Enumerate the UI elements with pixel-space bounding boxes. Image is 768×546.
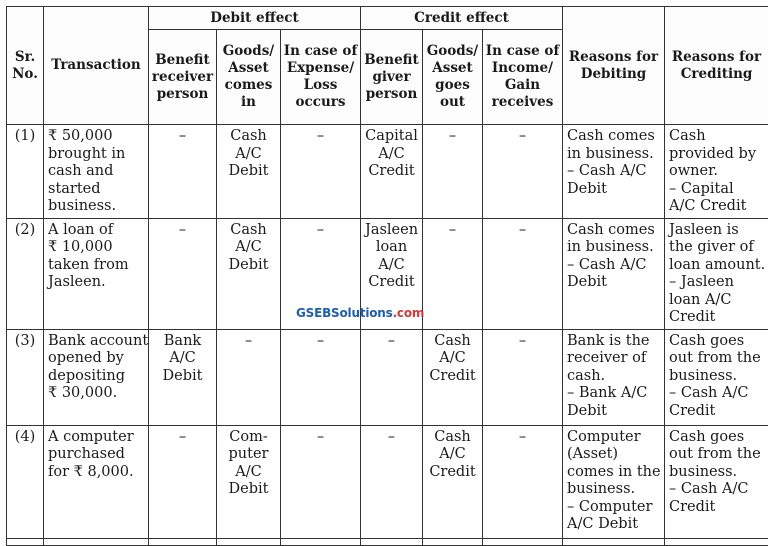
- cell-line: receiver of: [567, 350, 660, 368]
- cell-line: Credit: [669, 499, 764, 517]
- header-expense-loss-occurs-text: In case of Expense/ Loss occurs: [284, 43, 358, 110]
- cell-empty: [44, 538, 149, 545]
- cell-line: A/C: [221, 464, 276, 482]
- header-reasons-debiting: [563, 7, 665, 125]
- cell-line: A/C: [153, 350, 212, 368]
- cell-line: Cash goes: [669, 429, 764, 447]
- cell-text: (2): [11, 222, 39, 240]
- header-goods-asset-comes-in: [217, 30, 281, 125]
- cell-line: – Computer: [567, 499, 660, 517]
- cell-line: Credit: [365, 274, 418, 292]
- cell-line: Debit: [567, 403, 660, 421]
- cell-reason-crediting: [665, 125, 768, 219]
- cell-line: Debit: [567, 274, 660, 292]
- cell-line: Debit: [221, 257, 276, 275]
- cell-line: –: [153, 222, 212, 240]
- cell-line: –: [487, 128, 558, 146]
- cell-line: Bank account: [48, 333, 144, 351]
- cell-line: in business.: [567, 239, 660, 257]
- cell-benefit-receiver: [149, 218, 217, 329]
- cell-line: –: [221, 333, 276, 351]
- cell-line: A/C: [221, 239, 276, 257]
- cell-line: –: [427, 222, 478, 240]
- cell-line: loan A/C: [669, 292, 764, 310]
- watermark-part3: .com: [393, 306, 425, 320]
- cell-line: –: [487, 333, 558, 351]
- cell-line: – Cash A/C: [669, 481, 764, 499]
- cell-goods-asset-comes-in: [217, 329, 281, 425]
- cell-line: Credit: [669, 309, 764, 327]
- cell-line: – Bank A/C: [567, 385, 660, 403]
- header-benefit-receiver: [149, 30, 217, 125]
- table-row: [7, 329, 768, 425]
- cell-line: – Cash A/C: [669, 385, 764, 403]
- header-income-gain-receives-text: In case of Income/ Gain receives: [486, 43, 560, 110]
- cell-line: –: [487, 222, 558, 240]
- cell-empty: [665, 538, 768, 545]
- watermark-part1: GSEB: [296, 306, 331, 320]
- cell-line: A/C Debit: [567, 516, 660, 534]
- cell-line: A/C: [427, 446, 478, 464]
- cell-sr-no: [7, 125, 44, 219]
- watermark-part2: Solutions: [331, 306, 393, 320]
- cell-line: Jasleen is: [669, 222, 764, 240]
- cell-empty: [563, 538, 665, 545]
- cell-line: –: [285, 222, 356, 240]
- cell-line: Cash goes: [669, 333, 764, 351]
- cell-text: (1): [11, 128, 39, 146]
- header-expense-loss-occurs: [281, 30, 361, 125]
- cell-goods-asset-comes-in: [217, 425, 281, 538]
- table-body: [7, 125, 768, 546]
- table-row-partial: [7, 538, 768, 545]
- cell-line: – Cash A/C: [567, 163, 660, 181]
- header-transaction: [44, 7, 149, 125]
- cell-benefit-giver: [361, 425, 423, 538]
- cell-line: loan amount.: [669, 257, 764, 275]
- cell-income-gain: [483, 425, 563, 538]
- cell-line: –: [487, 429, 558, 447]
- header-benefit-receiver-text: Benefit receiver person: [152, 52, 213, 102]
- cell-line: A/C: [221, 146, 276, 164]
- cell-line: – Cash A/C: [567, 257, 660, 275]
- cell-line: Debit: [567, 181, 660, 199]
- cell-line: A loan of: [48, 222, 144, 240]
- cell-reason-crediting: [665, 329, 768, 425]
- cell-line: owner.: [669, 163, 764, 181]
- cell-line: –: [365, 429, 418, 447]
- cell-line: for ₹ 8,000.: [48, 464, 144, 482]
- cell-line: out from the: [669, 350, 764, 368]
- cell-line: business.: [669, 464, 764, 482]
- cell-line: Cash comes: [567, 128, 660, 146]
- header-debit-effect: [149, 7, 361, 30]
- header-credit-effect: [361, 7, 563, 30]
- cell-line: opened by: [48, 350, 144, 368]
- cell-line: ₹ 10,000: [48, 239, 144, 257]
- header-reasons-debiting-text: Reasons for Debiting: [569, 49, 658, 82]
- header-transaction-text: Transaction: [51, 57, 141, 73]
- cell-reason-crediting: [665, 425, 768, 538]
- cell-line: Cash: [427, 429, 478, 447]
- cell-line: –: [153, 429, 212, 447]
- cell-line: A computer: [48, 429, 144, 447]
- cell-benefit-receiver: [149, 425, 217, 538]
- cell-transaction: [44, 125, 149, 219]
- cell-line: Bank is the: [567, 333, 660, 351]
- cell-line: A/C: [427, 350, 478, 368]
- cell-text: (4): [11, 429, 39, 447]
- cell-goods-asset-comes-in: [217, 125, 281, 219]
- cell-line: Cash comes: [567, 222, 660, 240]
- cell-line: –: [285, 333, 356, 351]
- cell-line: Credit: [427, 464, 478, 482]
- cell-line: Jasleen: [365, 222, 418, 240]
- cell-benefit-giver: [361, 125, 423, 219]
- cell-income-gain: [483, 218, 563, 329]
- watermark: [296, 306, 424, 320]
- cell-line: loan: [365, 239, 418, 257]
- cell-line: Debit: [153, 368, 212, 386]
- cell-line: provided by: [669, 146, 764, 164]
- cell-line: brought in: [48, 146, 144, 164]
- header-benefit-giver-text: Benefit giver person: [364, 52, 418, 102]
- cell-line: Cash: [221, 128, 276, 146]
- cell-text: (3): [11, 333, 39, 351]
- cell-line: Cash: [669, 128, 764, 146]
- cell-benefit-receiver: [149, 329, 217, 425]
- cell-expense-loss: [281, 125, 361, 219]
- cell-goods-asset-goes-out: [423, 425, 483, 538]
- table-row: [7, 425, 768, 538]
- cell-line: Debit: [221, 481, 276, 499]
- cell-line: Cash: [221, 222, 276, 240]
- cell-line: (Asset): [567, 446, 660, 464]
- cell-line: puter: [221, 446, 276, 464]
- cell-line: A/C: [365, 257, 418, 275]
- cell-line: business.: [669, 368, 764, 386]
- cell-goods-asset-comes-in: [217, 218, 281, 329]
- cell-sr-no: [7, 329, 44, 425]
- cell-line: cash.: [567, 368, 660, 386]
- cell-transaction: [44, 218, 149, 329]
- cell-line: Cash: [427, 333, 478, 351]
- cell-line: started: [48, 181, 144, 199]
- accounting-effects-table: [6, 6, 768, 546]
- header-income-gain-receives: [483, 30, 563, 125]
- cell-sr-no: [7, 218, 44, 329]
- cell-line: Credit: [427, 368, 478, 386]
- cell-reason-debiting: [563, 218, 665, 329]
- cell-line: –: [427, 128, 478, 146]
- cell-line: –: [285, 429, 356, 447]
- header-goods-asset-goes-out-text: Goods/ Asset goes out: [427, 43, 479, 110]
- cell-income-gain: [483, 125, 563, 219]
- cell-empty: [149, 538, 217, 545]
- header-sr-no-text: Sr. No.: [12, 49, 38, 82]
- cell-reason-debiting: [563, 425, 665, 538]
- cell-line: ₹ 50,000: [48, 128, 144, 146]
- cell-expense-loss: [281, 425, 361, 538]
- cell-line: –: [153, 128, 212, 146]
- cell-line: A/C Credit: [669, 198, 764, 216]
- cell-line: the giver of: [669, 239, 764, 257]
- cell-line: taken from: [48, 257, 144, 275]
- cell-transaction: [44, 425, 149, 538]
- cell-line: Capital: [365, 128, 418, 146]
- cell-reason-debiting: [563, 125, 665, 219]
- cell-reason-crediting: [665, 218, 768, 329]
- cell-line: in business.: [567, 146, 660, 164]
- cell-line: Jasleen.: [48, 274, 144, 292]
- cell-empty: [217, 538, 281, 545]
- cell-line: – Capital: [669, 181, 764, 199]
- cell-expense-loss: [281, 329, 361, 425]
- cell-line: business.: [567, 481, 660, 499]
- cell-benefit-giver: [361, 329, 423, 425]
- cell-line: depositing: [48, 368, 144, 386]
- cell-line: –: [285, 128, 356, 146]
- table-row: [7, 125, 768, 219]
- cell-line: A/C: [365, 146, 418, 164]
- cell-empty: [361, 538, 423, 545]
- header-benefit-giver: [361, 30, 423, 125]
- cell-reason-debiting: [563, 329, 665, 425]
- header-goods-asset-goes-out: [423, 30, 483, 125]
- cell-income-gain: [483, 329, 563, 425]
- cell-empty: [483, 538, 563, 545]
- cell-line: ₹ 30,000.: [48, 385, 144, 403]
- cell-benefit-receiver: [149, 125, 217, 219]
- cell-line: purchased: [48, 446, 144, 464]
- cell-goods-asset-goes-out: [423, 125, 483, 219]
- header-debit-effect-text: Debit effect: [210, 10, 299, 26]
- cell-line: comes in the: [567, 464, 660, 482]
- cell-line: business.: [48, 198, 144, 216]
- cell-line: – Jasleen: [669, 274, 764, 292]
- cell-line: –: [365, 333, 418, 351]
- cell-sr-no: [7, 425, 44, 538]
- cell-line: cash and: [48, 163, 144, 181]
- cell-line: out from the: [669, 446, 764, 464]
- cell-line: Credit: [669, 403, 764, 421]
- table-header: [7, 7, 768, 125]
- cell-empty: [7, 538, 44, 545]
- cell-goods-asset-goes-out: [423, 218, 483, 329]
- cell-line: Computer: [567, 429, 660, 447]
- header-reasons-crediting-text: Reasons for Crediting: [672, 49, 761, 82]
- cell-line: Com-: [221, 429, 276, 447]
- cell-empty: [423, 538, 483, 545]
- cell-line: Debit: [221, 163, 276, 181]
- header-sr-no: [7, 7, 44, 125]
- cell-transaction: [44, 329, 149, 425]
- cell-goods-asset-goes-out: [423, 329, 483, 425]
- header-goods-asset-comes-in-text: Goods/ Asset comes in: [223, 43, 275, 110]
- cell-line: Bank: [153, 333, 212, 351]
- cell-empty: [281, 538, 361, 545]
- cell-line: Credit: [365, 163, 418, 181]
- header-reasons-crediting: [665, 7, 768, 125]
- header-credit-effect-text: Credit effect: [414, 10, 509, 26]
